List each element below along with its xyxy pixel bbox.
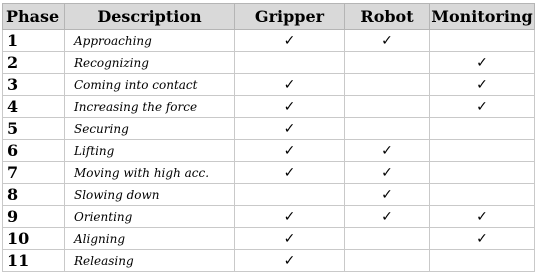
checkmark-icon: ✓: [381, 142, 393, 159]
gripper-cell: [235, 206, 345, 228]
header-gripper: Gripper: [235, 4, 345, 30]
checkmark-icon: ✓: [381, 186, 393, 203]
phase-number: 7: [3, 162, 65, 184]
checkmark-icon: ✓: [283, 208, 296, 225]
table-row: [3, 250, 535, 272]
header-monitoring: Monitoring: [430, 4, 535, 30]
phase-number: 8: [3, 184, 65, 206]
phases-table: [2, 3, 535, 272]
gripper-cell: [235, 118, 345, 140]
checkmark-icon: ✓: [476, 208, 488, 225]
robot-cell: [345, 74, 430, 96]
checkmark-icon: ✓: [283, 164, 296, 181]
phase-number: 4: [3, 96, 65, 118]
robot-cell: [345, 184, 430, 206]
checkmark-icon: ✓: [283, 252, 296, 269]
robot-cell: [345, 140, 430, 162]
phase-description: Releasing: [65, 250, 235, 272]
monitoring-cell: [430, 74, 535, 96]
table-row: [3, 184, 535, 206]
monitoring-cell: [430, 184, 535, 206]
table-row: [3, 228, 535, 250]
phase-description: Recognizing: [65, 52, 235, 74]
header-row: [3, 4, 535, 30]
phase-description: Increasing the force: [65, 96, 235, 118]
checkmark-icon: ✓: [476, 76, 488, 93]
checkmark-icon: ✓: [381, 164, 393, 181]
gripper-cell: [235, 30, 345, 52]
checkmark-icon: ✓: [476, 54, 488, 71]
checkmark-icon: ✓: [381, 208, 393, 225]
monitoring-cell: [430, 30, 535, 52]
robot-cell: [345, 118, 430, 140]
checkmark-icon: ✓: [283, 120, 296, 137]
phase-number: 6: [3, 140, 65, 162]
monitoring-cell: [430, 96, 535, 118]
header-phase: Phase: [3, 4, 65, 30]
robot-cell: [345, 96, 430, 118]
table-row: [3, 96, 535, 118]
phase-number: 5: [3, 118, 65, 140]
gripper-cell: [235, 162, 345, 184]
phase-description: Approaching: [65, 30, 235, 52]
checkmark-icon: ✓: [283, 76, 296, 93]
gripper-cell: [235, 140, 345, 162]
monitoring-cell: [430, 52, 535, 74]
monitoring-cell: [430, 250, 535, 272]
robot-cell: [345, 206, 430, 228]
gripper-cell: [235, 228, 345, 250]
robot-cell: [345, 30, 430, 52]
phase-description: Securing: [65, 118, 235, 140]
checkmark-icon: ✓: [381, 32, 393, 49]
phase-number: 11: [3, 250, 65, 272]
gripper-cell: [235, 96, 345, 118]
phase-number: 2: [3, 52, 65, 74]
table-row: [3, 162, 535, 184]
header-description: Description: [65, 4, 235, 30]
robot-cell: [345, 228, 430, 250]
table-row: [3, 206, 535, 228]
header-robot: Robot: [345, 4, 430, 30]
robot-cell: [345, 250, 430, 272]
table-row: [3, 30, 535, 52]
gripper-cell: [235, 184, 345, 206]
phase-description: Aligning: [65, 228, 235, 250]
table-body: [3, 30, 535, 272]
checkmark-icon: ✓: [283, 142, 296, 159]
phase-description: Coming into contact: [65, 74, 235, 96]
phase-description: Slowing down: [65, 184, 235, 206]
checkmark-icon: ✓: [476, 230, 488, 247]
table-row: [3, 74, 535, 96]
checkmark-icon: ✓: [283, 98, 296, 115]
table-row: [3, 140, 535, 162]
phase-number: 3: [3, 74, 65, 96]
phase-description: Orienting: [65, 206, 235, 228]
phase-number: 10: [3, 228, 65, 250]
table-row: [3, 118, 535, 140]
phase-number: 1: [3, 30, 65, 52]
checkmark-icon: ✓: [283, 230, 296, 247]
robot-cell: [345, 52, 430, 74]
checkmark-icon: ✓: [476, 98, 488, 115]
checkmark-icon: ✓: [283, 32, 296, 49]
gripper-cell: [235, 74, 345, 96]
phase-description: Lifting: [65, 140, 235, 162]
table-row: [3, 52, 535, 74]
monitoring-cell: [430, 162, 535, 184]
monitoring-cell: [430, 118, 535, 140]
phase-number: 9: [3, 206, 65, 228]
gripper-cell: [235, 250, 345, 272]
gripper-cell: [235, 52, 345, 74]
table-header: [3, 4, 535, 30]
monitoring-cell: [430, 206, 535, 228]
phase-description: Moving with high acc.: [65, 162, 235, 184]
monitoring-cell: [430, 228, 535, 250]
monitoring-cell: [430, 140, 535, 162]
robot-cell: [345, 162, 430, 184]
